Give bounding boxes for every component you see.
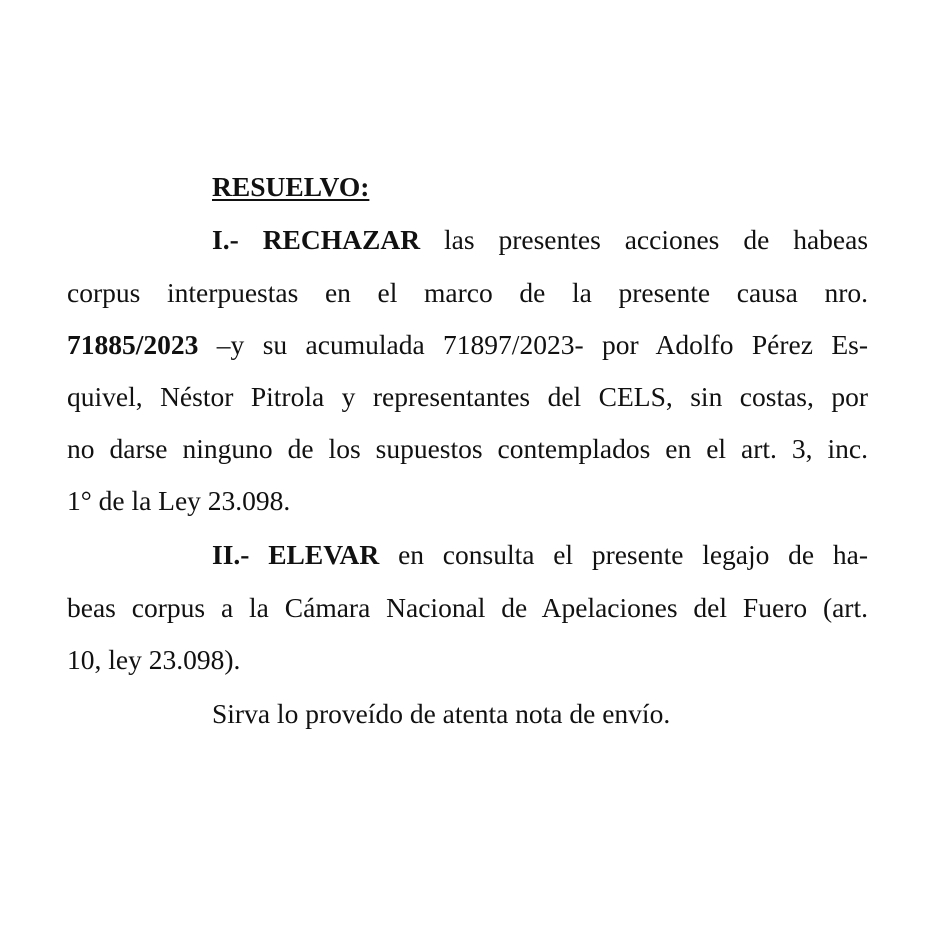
item1-line6: 1° de la Ley 23.098.: [67, 485, 291, 516]
resolution-heading: [212, 170, 369, 204]
closing-line: Sirva lo proveído de atenta nota de envío.: [212, 698, 671, 729]
item2-verb: ELEVAR: [268, 539, 380, 570]
item1-line2: corpus interpuestas en el marco de la presente causa nro.: [67, 277, 868, 308]
item1-line3-text: –y su acumulada 71897/2023- por Adolfo Pérez Es-: [216, 329, 868, 360]
item2-number: II.-: [212, 539, 250, 570]
item1-verb: RECHAZAR: [262, 224, 421, 255]
item1-line5: no darse ninguno de los supuestos contemplados en el art. 3, inc.: [67, 433, 868, 464]
case-number: 71885/2023: [67, 329, 199, 360]
item1-number: I.-: [212, 224, 239, 255]
item2-text: en consulta el presente legajo de ha-: [398, 539, 869, 570]
item2-line1: [212, 538, 868, 572]
item1-line1: [212, 223, 868, 257]
item2-line2: beas corpus a la Cámara Nacional de Apelaciones del Fuero (art.: [67, 592, 868, 623]
heading-text: RESUELVO:: [212, 171, 370, 202]
item1-line3: [67, 328, 868, 362]
item2-line3: 10, ley 23.098).: [67, 644, 241, 675]
item1-text: las presentes acciones de habeas: [444, 224, 869, 255]
item1-line4: quivel, Néstor Pitrola y representantes del CELS, sin costas, por: [67, 381, 868, 412]
